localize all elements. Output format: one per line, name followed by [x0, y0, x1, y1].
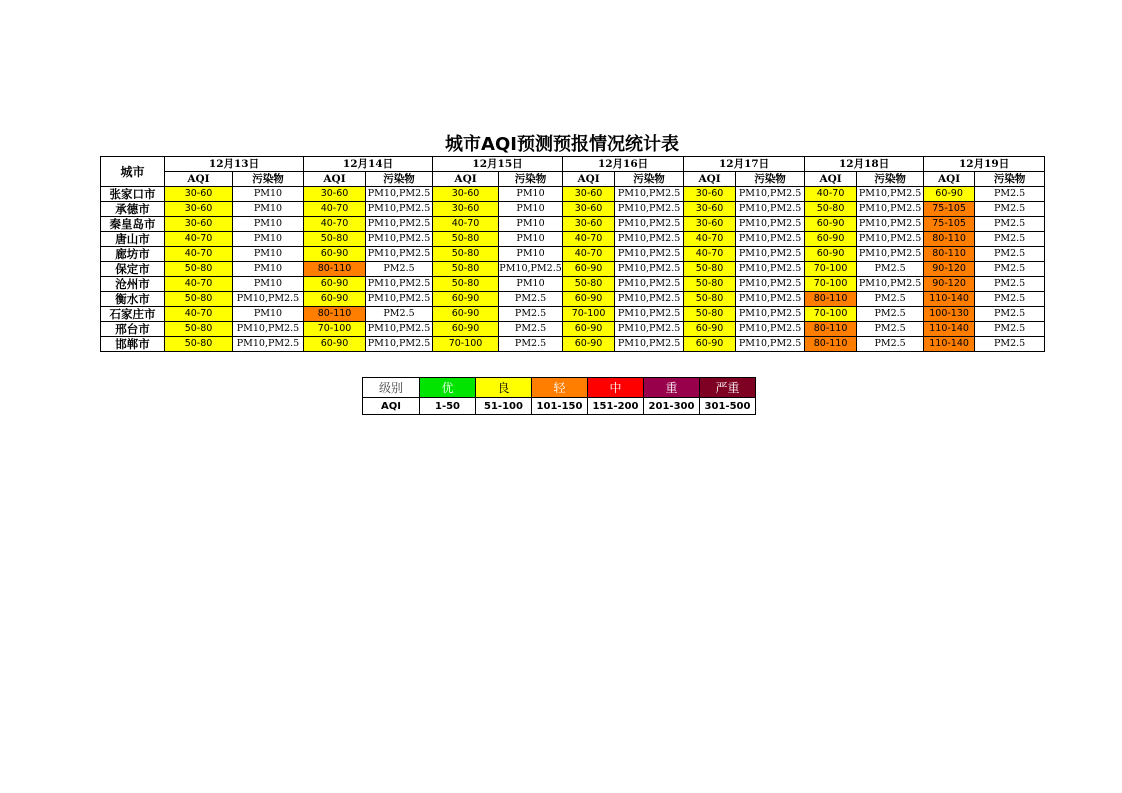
pollutant-cell: PM10,PM2.5 [615, 247, 684, 262]
date-header: 12月19日 [924, 157, 1045, 172]
pollutant-cell: PM2.5 [975, 307, 1045, 322]
aqi-range-cell: 60-90 [684, 337, 736, 352]
pollutant-cell: PM10,PM2.5 [366, 217, 433, 232]
aqi-range-cell: 30-60 [684, 187, 736, 202]
aqi-range-cell: 80-110 [924, 232, 975, 247]
table-row [101, 277, 1045, 292]
aqi-range-cell: 30-60 [165, 217, 233, 232]
aqi-range-cell: 50-80 [165, 262, 233, 277]
aqi-column-header: AQI [304, 172, 366, 187]
pollutant-cell: PM10 [233, 247, 304, 262]
aqi-range-cell: 60-90 [924, 187, 975, 202]
pollutant-cell: PM10 [233, 262, 304, 277]
pollutant-cell: PM10 [499, 202, 563, 217]
city-name: 承德市 [101, 202, 165, 217]
pollutant-cell: PM2.5 [857, 292, 924, 307]
aqi-range-cell: 50-80 [165, 322, 233, 337]
pollutant-cell: PM10,PM2.5 [736, 277, 805, 292]
pollutant-cell: PM10,PM2.5 [736, 322, 805, 337]
date-header: 12月15日 [433, 157, 563, 172]
pollutant-cell: PM10,PM2.5 [857, 202, 924, 217]
aqi-range-cell: 70-100 [563, 307, 615, 322]
aqi-range-cell: 40-70 [304, 217, 366, 232]
table-body [101, 187, 1045, 352]
pollutant-cell: PM10 [233, 217, 304, 232]
legend-range: 1-50 [420, 398, 476, 415]
aqi-range-cell: 50-80 [805, 202, 857, 217]
pollutant-cell: PM10,PM2.5 [366, 337, 433, 352]
pollutant-cell: PM10 [499, 247, 563, 262]
pollutant-cell: PM10,PM2.5 [736, 232, 805, 247]
legend-level-label: 级别 [363, 378, 420, 398]
pollutant-cell: PM2.5 [366, 307, 433, 322]
pollutant-cell: PM2.5 [499, 307, 563, 322]
aqi-range-cell: 50-80 [684, 307, 736, 322]
aqi-range-cell: 50-80 [563, 277, 615, 292]
aqi-range-cell: 75-105 [924, 217, 975, 232]
legend-level-swatch: 严重 [700, 378, 756, 398]
aqi-range-cell: 50-80 [304, 232, 366, 247]
aqi-range-cell: 30-60 [684, 217, 736, 232]
city-name: 邯郸市 [101, 337, 165, 352]
aqi-range-cell: 50-80 [433, 277, 499, 292]
aqi-range-cell: 110-140 [924, 292, 975, 307]
aqi-column-header: AQI [924, 172, 975, 187]
city-name: 秦皇岛市 [101, 217, 165, 232]
aqi-range-cell: 30-60 [563, 217, 615, 232]
aqi-range-cell: 40-70 [563, 232, 615, 247]
aqi-range-cell: 30-60 [563, 202, 615, 217]
aqi-range-cell: 80-110 [805, 292, 857, 307]
pollutant-cell: PM2.5 [975, 277, 1045, 292]
aqi-range-cell: 90-120 [924, 262, 975, 277]
aqi-range-cell: 60-90 [805, 232, 857, 247]
pollutant-cell: PM2.5 [499, 337, 563, 352]
pollutant-cell: PM10 [233, 187, 304, 202]
legend-level-swatch: 重 [644, 378, 700, 398]
subheader-row [101, 172, 1045, 187]
pollutant-cell: PM10,PM2.5 [857, 232, 924, 247]
pollutant-cell: PM10,PM2.5 [499, 262, 563, 277]
date-header: 12月16日 [563, 157, 684, 172]
aqi-column-header: AQI [165, 172, 233, 187]
aqi-range-cell: 40-70 [433, 217, 499, 232]
city-column-header: 城市 [101, 157, 165, 187]
aqi-range-cell: 40-70 [165, 232, 233, 247]
aqi-range-cell: 60-90 [433, 307, 499, 322]
pollutant-cell: PM2.5 [975, 217, 1045, 232]
city-name: 沧州市 [101, 277, 165, 292]
pollutant-column-header: 污染物 [499, 172, 563, 187]
legend-range: 51-100 [476, 398, 532, 415]
pollutant-cell: PM2.5 [975, 322, 1045, 337]
aqi-range-cell: 60-90 [433, 292, 499, 307]
pollutant-cell: PM10,PM2.5 [233, 292, 304, 307]
pollutant-cell: PM2.5 [975, 292, 1045, 307]
date-header: 12月13日 [165, 157, 304, 172]
aqi-range-cell: 30-60 [433, 202, 499, 217]
pollutant-column-header: 污染物 [366, 172, 433, 187]
pollutant-cell: PM2.5 [499, 292, 563, 307]
aqi-range-cell: 70-100 [304, 322, 366, 337]
table-row [101, 322, 1045, 337]
pollutant-cell: PM10 [233, 277, 304, 292]
aqi-range-cell: 60-90 [563, 322, 615, 337]
pollutant-cell: PM10,PM2.5 [615, 232, 684, 247]
legend-level-row [363, 378, 756, 398]
aqi-range-cell: 60-90 [304, 277, 366, 292]
aqi-range-cell: 60-90 [304, 247, 366, 262]
aqi-range-cell: 60-90 [304, 292, 366, 307]
pollutant-cell: PM10,PM2.5 [736, 247, 805, 262]
city-name: 唐山市 [101, 232, 165, 247]
pollutant-cell: PM10,PM2.5 [857, 277, 924, 292]
aqi-range-cell: 40-70 [304, 202, 366, 217]
date-header: 12月14日 [304, 157, 433, 172]
aqi-range-cell: 70-100 [805, 262, 857, 277]
pollutant-column-header: 污染物 [736, 172, 805, 187]
aqi-range-cell: 80-110 [805, 322, 857, 337]
city-name: 衡水市 [101, 292, 165, 307]
city-name: 保定市 [101, 262, 165, 277]
legend-range: 201-300 [644, 398, 700, 415]
table-row [101, 262, 1045, 277]
pollutant-cell: PM10,PM2.5 [366, 232, 433, 247]
aqi-range-cell: 110-140 [924, 322, 975, 337]
aqi-range-cell: 40-70 [563, 247, 615, 262]
city-name: 邢台市 [101, 322, 165, 337]
pollutant-cell: PM10,PM2.5 [615, 277, 684, 292]
date-header: 12月18日 [805, 157, 924, 172]
aqi-range-cell: 60-90 [805, 247, 857, 262]
aqi-forecast-table [100, 156, 1045, 352]
table-row [101, 292, 1045, 307]
legend-range-row [363, 398, 756, 415]
legend-range: 301-500 [700, 398, 756, 415]
aqi-range-cell: 40-70 [165, 307, 233, 322]
pollutant-cell: PM10,PM2.5 [615, 292, 684, 307]
aqi-range-cell: 110-140 [924, 337, 975, 352]
aqi-range-cell: 60-90 [433, 322, 499, 337]
pollutant-cell: PM10 [499, 277, 563, 292]
pollutant-cell: PM2.5 [857, 307, 924, 322]
aqi-range-cell: 80-110 [805, 337, 857, 352]
pollutant-cell: PM10,PM2.5 [366, 292, 433, 307]
pollutant-cell: PM2.5 [857, 262, 924, 277]
aqi-range-cell: 70-100 [805, 307, 857, 322]
aqi-column-header: AQI [563, 172, 615, 187]
aqi-range-cell: 60-90 [563, 292, 615, 307]
pollutant-cell: PM2.5 [857, 337, 924, 352]
city-name: 廊坊市 [101, 247, 165, 262]
aqi-range-cell: 60-90 [684, 322, 736, 337]
pollutant-cell: PM10,PM2.5 [615, 202, 684, 217]
pollutant-column-header: 污染物 [615, 172, 684, 187]
pollutant-cell: PM10,PM2.5 [366, 247, 433, 262]
aqi-range-cell: 50-80 [684, 292, 736, 307]
table-row [101, 307, 1045, 322]
pollutant-cell: PM10 [499, 217, 563, 232]
city-name: 石家庄市 [101, 307, 165, 322]
aqi-column-header: AQI [805, 172, 857, 187]
aqi-range-cell: 90-120 [924, 277, 975, 292]
pollutant-cell: PM10,PM2.5 [366, 322, 433, 337]
aqi-range-cell: 40-70 [165, 247, 233, 262]
pollutant-cell: PM2.5 [857, 322, 924, 337]
pollutant-cell: PM10,PM2.5 [366, 277, 433, 292]
pollutant-cell: PM10,PM2.5 [736, 337, 805, 352]
aqi-range-cell: 60-90 [563, 337, 615, 352]
pollutant-cell: PM10,PM2.5 [736, 292, 805, 307]
pollutant-column-header: 污染物 [233, 172, 304, 187]
table-row [101, 202, 1045, 217]
table-row [101, 217, 1045, 232]
aqi-range-cell: 60-90 [563, 262, 615, 277]
aqi-range-cell: 75-105 [924, 202, 975, 217]
aqi-range-cell: 30-60 [684, 202, 736, 217]
aqi-range-cell: 50-80 [433, 232, 499, 247]
aqi-range-cell: 50-80 [684, 262, 736, 277]
table-row [101, 337, 1045, 352]
aqi-range-cell: 70-100 [433, 337, 499, 352]
pollutant-cell: PM10,PM2.5 [615, 322, 684, 337]
pollutant-cell: PM10,PM2.5 [857, 187, 924, 202]
table-row [101, 187, 1045, 202]
pollutant-column-header: 污染物 [975, 172, 1045, 187]
pollutant-cell: PM10,PM2.5 [366, 202, 433, 217]
city-name: 张家口市 [101, 187, 165, 202]
pollutant-cell: PM2.5 [499, 322, 563, 337]
aqi-range-cell: 30-60 [563, 187, 615, 202]
aqi-range-cell: 40-70 [165, 277, 233, 292]
date-header-row [101, 157, 1045, 172]
pollutant-cell: PM10,PM2.5 [615, 187, 684, 202]
aqi-range-cell: 80-110 [924, 247, 975, 262]
aqi-range-cell: 30-60 [433, 187, 499, 202]
aqi-range-cell: 50-80 [165, 292, 233, 307]
aqi-range-cell: 80-110 [304, 307, 366, 322]
pollutant-cell: PM10 [233, 307, 304, 322]
aqi-level-legend [362, 377, 756, 415]
pollutant-cell: PM10,PM2.5 [615, 307, 684, 322]
pollutant-cell: PM10,PM2.5 [736, 217, 805, 232]
pollutant-cell: PM2.5 [975, 187, 1045, 202]
legend-level-swatch: 中 [588, 378, 644, 398]
pollutant-cell: PM10 [499, 232, 563, 247]
pollutant-cell: PM10,PM2.5 [615, 217, 684, 232]
page-title: 城市AQI预测预报情况统计表 [445, 134, 679, 155]
aqi-column-header: AQI [684, 172, 736, 187]
table-row [101, 247, 1045, 262]
pollutant-column-header: 污染物 [857, 172, 924, 187]
legend-aqi-label: AQI [363, 398, 420, 415]
pollutant-cell: PM10,PM2.5 [736, 187, 805, 202]
pollutant-cell: PM10,PM2.5 [857, 247, 924, 262]
pollutant-cell: PM10 [233, 232, 304, 247]
pollutant-cell: PM10,PM2.5 [233, 337, 304, 352]
pollutant-cell: PM10,PM2.5 [615, 337, 684, 352]
pollutant-cell: PM2.5 [975, 247, 1045, 262]
aqi-range-cell: 30-60 [165, 202, 233, 217]
pollutant-cell: PM2.5 [975, 337, 1045, 352]
pollutant-cell: PM10,PM2.5 [615, 262, 684, 277]
aqi-range-cell: 30-60 [304, 187, 366, 202]
aqi-column-header: AQI [433, 172, 499, 187]
pollutant-cell: PM10,PM2.5 [736, 307, 805, 322]
pollutant-cell: PM2.5 [975, 232, 1045, 247]
pollutant-cell: PM2.5 [366, 262, 433, 277]
aqi-range-cell: 40-70 [684, 232, 736, 247]
aqi-range-cell: 60-90 [805, 217, 857, 232]
aqi-range-cell: 50-80 [684, 277, 736, 292]
aqi-range-cell: 60-90 [304, 337, 366, 352]
aqi-range-cell: 80-110 [304, 262, 366, 277]
pollutant-cell: PM10 [233, 202, 304, 217]
aqi-range-cell: 40-70 [805, 187, 857, 202]
legend-level-swatch: 轻 [532, 378, 588, 398]
aqi-range-cell: 100-130 [924, 307, 975, 322]
pollutant-cell: PM2.5 [975, 262, 1045, 277]
pollutant-cell: PM2.5 [975, 202, 1045, 217]
aqi-range-cell: 30-60 [165, 187, 233, 202]
pollutant-cell: PM10,PM2.5 [736, 262, 805, 277]
aqi-range-cell: 70-100 [805, 277, 857, 292]
date-header: 12月17日 [684, 157, 805, 172]
legend-range: 101-150 [532, 398, 588, 415]
legend-level-swatch: 优 [420, 378, 476, 398]
table-row [101, 232, 1045, 247]
legend-level-swatch: 良 [476, 378, 532, 398]
pollutant-cell: PM10,PM2.5 [736, 202, 805, 217]
pollutant-cell: PM10,PM2.5 [233, 322, 304, 337]
pollutant-cell: PM10 [499, 187, 563, 202]
aqi-range-cell: 50-80 [165, 337, 233, 352]
aqi-range-cell: 40-70 [684, 247, 736, 262]
aqi-range-cell: 50-80 [433, 262, 499, 277]
legend-range: 151-200 [588, 398, 644, 415]
pollutant-cell: PM10,PM2.5 [857, 217, 924, 232]
pollutant-cell: PM10,PM2.5 [366, 187, 433, 202]
aqi-range-cell: 50-80 [433, 247, 499, 262]
